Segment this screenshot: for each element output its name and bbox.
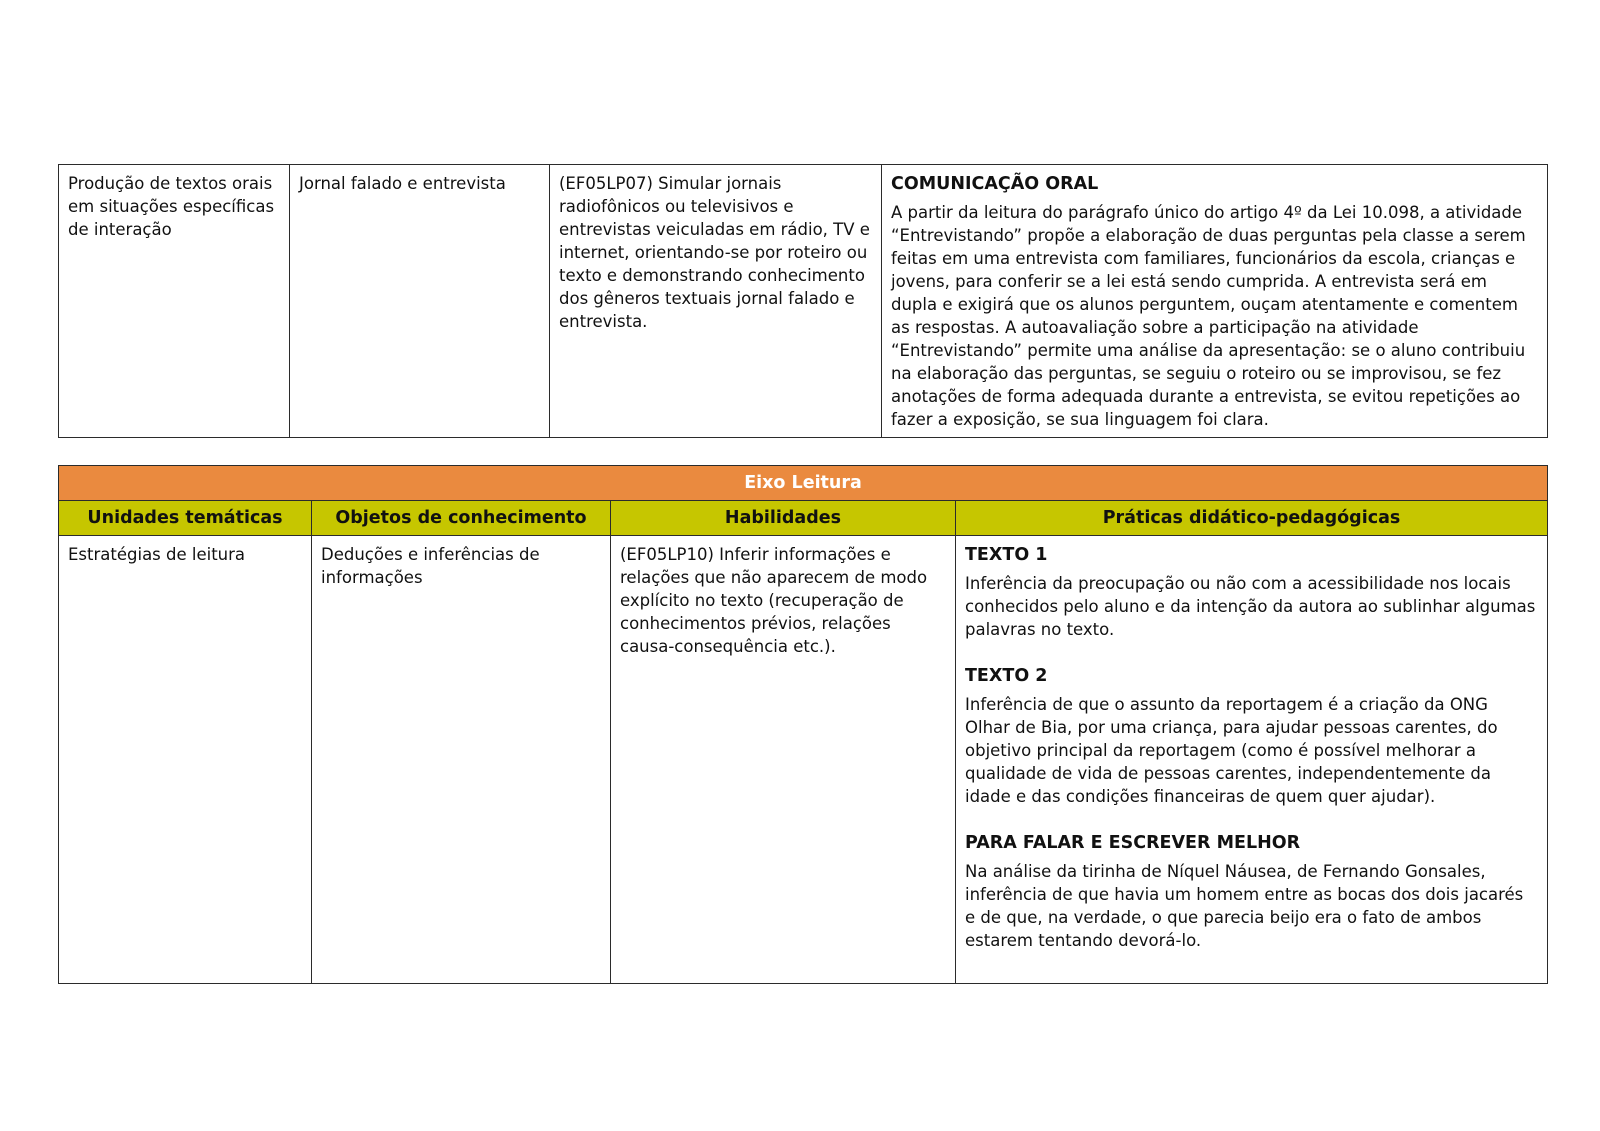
section-title: PARA FALAR E ESCREVER MELHOR	[965, 833, 1301, 853]
column-header-objetos: Objetos de conhecimento	[312, 501, 611, 536]
pratica-cell	[956, 536, 1548, 984]
section-text: Na análise da tirinha de Níquel Náusea, de Fernando Gonsales, inferência de que havia um homem entre as bocas dos dois jacarés e de que, na verdade, o que parecia beijo era o fato de ambos estarem tentando devorá-lo.	[965, 862, 1524, 950]
column-header-row	[59, 501, 1548, 536]
pratica-section-texto-2	[965, 664, 1538, 808]
section-text: Inferência de que o assunto da reportagem é a criação da ONG Olhar de Bia, por uma criança, para ajudar pessoas carentes, do objetivo principal da reportagem (como é possível melhorar a qualidade de vida de pessoas carentes, independentemente da idade e das condições financeiras de quem quer ajudar).	[965, 695, 1498, 806]
section-title: TEXTO 1	[965, 545, 1048, 565]
column-header-praticas: Práticas didático-pedagógicas	[956, 501, 1548, 536]
axis-title: Eixo Leitura	[59, 466, 1548, 501]
axis-header-row	[59, 466, 1548, 501]
column-header-habilidades: Habilidades	[611, 501, 956, 536]
section-title: COMUNICAÇÃO ORAL	[891, 174, 1099, 194]
pratica-cell	[882, 165, 1548, 438]
habilidade-cell: (EF05LP07) Simular jornais radiofônicos ou televisivos e entrevistas veiculadas em rádio, TV e internet, orientando-se por roteiro ou texto e demonstrando conhecimento dos gêneros textuais jornal falado e entrevista.	[550, 165, 882, 438]
pratica-section-falar-escrever	[965, 831, 1538, 952]
section-text: Inferência da preocupação ou não com a acessibilidade nos locais conhecidos pelo aluno e da intenção da autora ao sublinhar algumas palavras no texto.	[965, 574, 1536, 639]
section-text: A partir da leitura do parágrafo único do artigo 4º da Lei 10.098, a atividade “Entrevistando” propõe a elaboração de duas perguntas pela classe a serem feitas em uma entrevista com familiares, funcionários da escola, crianças e jovens, para conferir se a lei está sendo cumprida. A entrevista será em dupla e exigirá que os alunos perguntem, ouçam atentamente e comentem as respostas. A autoavaliação sobre a participação na atividade “Entrevistando” permite uma análise da apresentação: se o aluno contribuiu na elaboração das perguntas, se seguiu o roteiro ou se improvisou, se fez anotações de forma adequada durante a entrevista, se evitou repetições ao fazer a exposição, se sua linguagem foi clara.	[891, 203, 1526, 429]
habilidade-cell: (EF05LP10) Inferir informações e relações que não aparecem de modo explícito no texto (recuperação de conhecimentos prévios, relações causa-consequência etc.).	[611, 536, 956, 984]
pratica-section-texto-1	[965, 543, 1538, 641]
objeto-conhecimento-cell: Jornal falado e entrevista	[290, 165, 550, 438]
objeto-conhecimento-cell: Deduções e inferências de informações	[312, 536, 611, 984]
section-title: TEXTO 2	[965, 666, 1048, 686]
column-header-unidades: Unidades temáticas	[59, 501, 312, 536]
eixo-leitura-table	[58, 465, 1548, 984]
table-row	[59, 536, 1548, 984]
oral-communication-table	[58, 164, 1548, 438]
unidade-tematica-cell: Estratégias de leitura	[59, 536, 312, 984]
table-row	[59, 165, 1548, 438]
unidade-tematica-cell: Produção de textos orais em situações específicas de interação	[59, 165, 290, 438]
